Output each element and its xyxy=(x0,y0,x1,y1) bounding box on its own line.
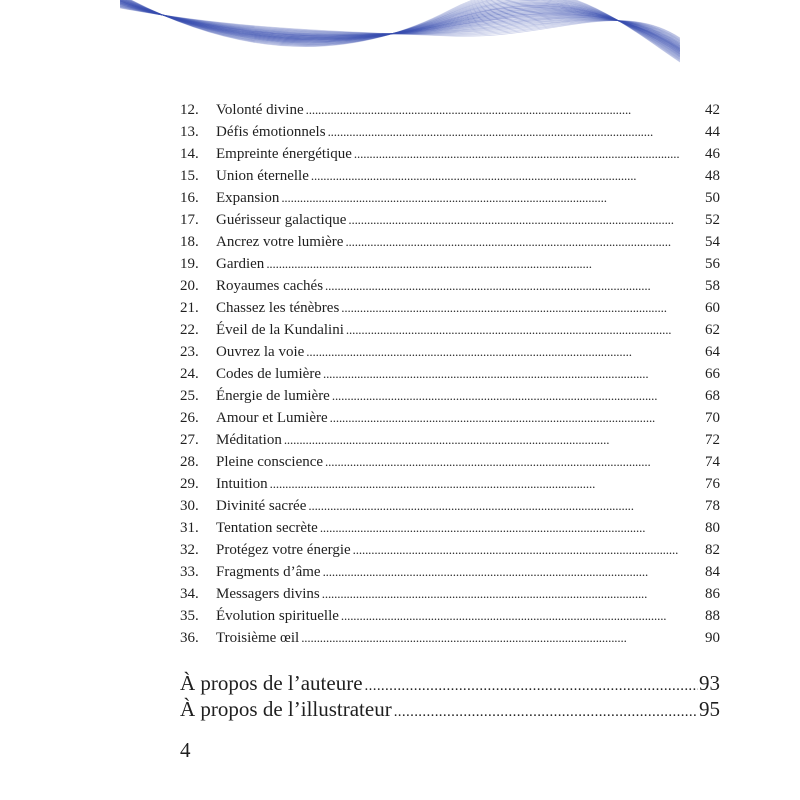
toc-entry xyxy=(180,407,720,429)
dot-leader xyxy=(323,363,704,385)
toc-entry-number: 17. xyxy=(180,212,199,228)
toc-entry xyxy=(180,539,720,561)
toc-entry-number: 32. xyxy=(180,542,199,558)
appendix-entries xyxy=(180,670,720,722)
toc-entry-title: Méditation xyxy=(216,432,282,448)
toc-entry-page: 62 xyxy=(705,322,720,338)
page-number: 4 xyxy=(180,738,191,762)
toc-entry-number: 34. xyxy=(180,586,199,602)
toc-entry-number: 14. xyxy=(180,146,199,162)
decorative-wave-header xyxy=(120,0,680,64)
dot-leader xyxy=(330,407,704,429)
appendix-entry-title: À propos de l’auteure xyxy=(180,671,363,695)
toc-entry-title: Empreinte énergétique xyxy=(216,146,352,162)
dot-leader xyxy=(354,143,704,165)
toc-entry xyxy=(180,231,720,253)
table-of-contents xyxy=(180,99,720,649)
toc-entry-number: 31. xyxy=(180,520,199,536)
toc-entry-page: 80 xyxy=(705,520,720,536)
toc-entry-page: 82 xyxy=(705,542,720,558)
toc-entry-title: Tentation secrète xyxy=(216,520,318,536)
toc-entry-page: 42 xyxy=(705,102,720,118)
toc-entry-number: 36. xyxy=(180,630,199,646)
toc-entry xyxy=(180,121,720,143)
appendix-entry-title: À propos de l’illustrateur xyxy=(180,697,392,721)
toc-entry-page: 52 xyxy=(705,212,720,228)
toc-entry-page: 86 xyxy=(705,586,720,602)
toc-entry-number: 22. xyxy=(180,322,199,338)
toc-entry xyxy=(180,363,720,385)
toc-entry xyxy=(180,517,720,539)
toc-entry-number: 23. xyxy=(180,344,199,360)
toc-entry-title: Énergie de lumière xyxy=(216,388,330,404)
dot-leader xyxy=(345,231,704,253)
dot-leader xyxy=(284,429,704,451)
dot-leader xyxy=(270,473,704,495)
toc-entry-page: 56 xyxy=(705,256,720,272)
toc-entry-title: Expansion xyxy=(216,190,280,206)
dot-leader xyxy=(308,495,704,517)
toc-entry-title: Défis émotionnels xyxy=(216,124,326,140)
toc-entry-number: 13. xyxy=(180,124,199,140)
dot-leader xyxy=(323,561,704,583)
toc-entry xyxy=(180,495,720,517)
toc-entry xyxy=(180,209,720,231)
dot-leader xyxy=(341,605,704,627)
toc-entry-page: 88 xyxy=(705,608,720,624)
toc-entry xyxy=(180,99,720,121)
dot-leader xyxy=(328,121,704,143)
toc-entry-page: 58 xyxy=(705,278,720,294)
toc-entry-title: Messagers divins xyxy=(216,586,320,602)
toc-entry-title: Amour et Lumière xyxy=(216,410,328,426)
toc-entry xyxy=(180,583,720,605)
toc-entry-page: 50 xyxy=(705,190,720,206)
toc-entry xyxy=(180,429,720,451)
toc-entry-page: 46 xyxy=(705,146,720,162)
toc-entry-page: 64 xyxy=(705,344,720,360)
toc-entry-page: 54 xyxy=(705,234,720,250)
dot-leader xyxy=(394,699,698,725)
dot-leader xyxy=(341,297,704,319)
toc-entry xyxy=(180,143,720,165)
toc-entry-title: Fragments d’âme xyxy=(216,564,321,580)
toc-entry-number: 27. xyxy=(180,432,199,448)
toc-entry-number: 20. xyxy=(180,278,199,294)
toc-entry-title: Évolution spirituelle xyxy=(216,608,339,624)
appendix-entry xyxy=(180,696,720,722)
toc-entry-page: 66 xyxy=(705,366,720,382)
toc-entry-title: Divinité sacrée xyxy=(216,498,307,514)
toc-entry-page: 90 xyxy=(705,630,720,646)
toc-entry-number: 15. xyxy=(180,168,199,184)
toc-entry-number: 29. xyxy=(180,476,199,492)
toc-entry xyxy=(180,605,720,627)
toc-entry-title: Ouvrez la voie xyxy=(216,344,305,360)
toc-entry xyxy=(180,275,720,297)
toc-entry-title: Chassez les ténèbres xyxy=(216,300,340,316)
toc-entry-page: 70 xyxy=(705,410,720,426)
toc-entry-number: 19. xyxy=(180,256,199,272)
toc-entry-title: Codes de lumière xyxy=(216,366,321,382)
dot-leader xyxy=(325,275,704,297)
toc-entry-number: 30. xyxy=(180,498,199,514)
dot-leader xyxy=(320,517,704,539)
toc-entry xyxy=(180,451,720,473)
dot-leader xyxy=(311,165,704,187)
dot-leader xyxy=(365,673,698,699)
toc-entry xyxy=(180,561,720,583)
toc-entry-number: 16. xyxy=(180,190,199,206)
appendix-entry-page: 93 xyxy=(699,671,720,695)
toc-entry-title: Troisième œil xyxy=(216,630,300,646)
toc-entry-title: Intuition xyxy=(216,476,268,492)
toc-entry xyxy=(180,341,720,363)
toc-entry-page: 84 xyxy=(705,564,720,580)
toc-entry-number: 12. xyxy=(180,102,199,118)
toc-entry-number: 25. xyxy=(180,388,199,404)
toc-entry-page: 48 xyxy=(705,168,720,184)
toc-entry-title: Gardien xyxy=(216,256,265,272)
toc-entry xyxy=(180,627,720,649)
toc-entry xyxy=(180,385,720,407)
dot-leader xyxy=(325,451,704,473)
dot-leader xyxy=(306,341,704,363)
toc-entry xyxy=(180,165,720,187)
toc-entry-page: 72 xyxy=(705,432,720,448)
appendix-entry-page: 95 xyxy=(699,697,720,721)
toc-entry xyxy=(180,297,720,319)
dot-leader xyxy=(346,319,704,341)
toc-entry-page: 76 xyxy=(705,476,720,492)
toc-entry-title: Volonté divine xyxy=(216,102,304,118)
toc-entry xyxy=(180,253,720,275)
dot-leader xyxy=(332,385,704,407)
appendix-entry xyxy=(180,670,720,696)
toc-entry-number: 26. xyxy=(180,410,199,426)
toc-entry-number: 33. xyxy=(180,564,199,580)
toc-entry-title: Pleine conscience xyxy=(216,454,324,470)
toc-entry xyxy=(180,473,720,495)
toc-entry-title: Union éternelle xyxy=(216,168,309,184)
toc-entry-page: 60 xyxy=(705,300,720,316)
toc-entry xyxy=(180,187,720,209)
book-page xyxy=(120,0,720,800)
dot-leader xyxy=(353,539,704,561)
toc-entry-title: Ancrez votre lumière xyxy=(216,234,344,250)
toc-entry xyxy=(180,319,720,341)
dot-leader xyxy=(301,627,704,649)
dot-leader xyxy=(306,99,704,121)
dot-leader xyxy=(322,583,704,605)
toc-entry-title: Éveil de la Kundalini xyxy=(216,322,344,338)
dot-leader xyxy=(281,187,704,209)
toc-entry-number: 18. xyxy=(180,234,199,250)
dot-leader xyxy=(266,253,704,275)
toc-entry-title: Royaumes cachés xyxy=(216,278,324,294)
toc-entry-number: 28. xyxy=(180,454,199,470)
toc-entry-title: Protégez votre énergie xyxy=(216,542,351,558)
toc-entry-page: 78 xyxy=(705,498,720,514)
dot-leader xyxy=(348,209,704,231)
toc-entry-number: 35. xyxy=(180,608,199,624)
toc-entry-page: 74 xyxy=(705,454,720,470)
toc-entry-number: 21. xyxy=(180,300,199,316)
toc-entry-page: 68 xyxy=(705,388,720,404)
toc-entry-number: 24. xyxy=(180,366,199,382)
toc-entry-title: Guérisseur galactique xyxy=(216,212,347,228)
toc-entry-page: 44 xyxy=(705,124,720,140)
